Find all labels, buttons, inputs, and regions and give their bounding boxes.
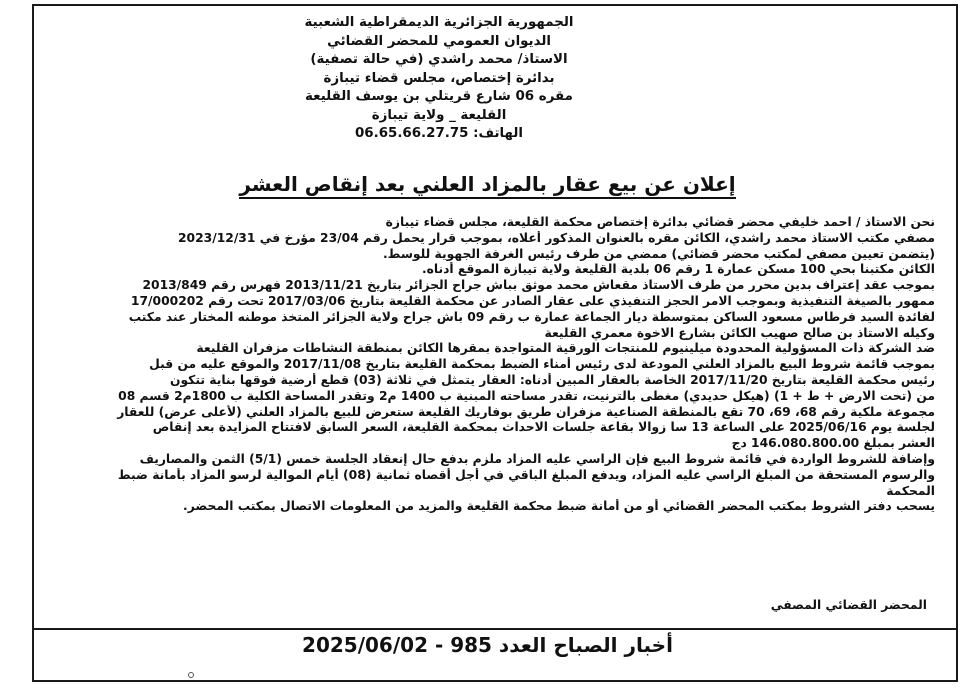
stray-mark	[188, 672, 194, 678]
header-line-office: الديوان العمومي للمحضر القضائي	[327, 33, 551, 49]
body-line: رئيس محكمة القليعة بتاريخ 2017/11/20 الخاصة بالعقار المبين أدناه: العقار يتمثل في ثلاثة (03) قطع أرضية فوقها بناية تتكون	[169, 372, 935, 387]
office-header	[229, 14, 649, 144]
body-line: يسحب دفتر الشروط بمكتب المحضر القضائي أو من أمانة ضبط محكمة القليعة والمزيد من المعلومات الاتصال بمكتب المحضر.	[183, 499, 935, 514]
body-line: والرسوم المستحقة من المبلغ الراسي عليه المزاد، ويدفع المبلغ الباقي في أجل أقصاه ثمانية (08) أيام الموالية لرسو المزاد بأمانة ضبط	[117, 467, 935, 482]
body-line: وكيله الاستاذ بن صالح صهيب الكائن بشارع الاخوة معمري القليعة	[544, 325, 935, 340]
body-line: (يتضمن تعيين مصفي لمكتب محضر قضائي) ممضي من طرف رئيس الغرفة الجهوية للوسط.	[382, 246, 935, 261]
body-line: مجموعة ملكية رقم 68، 69، 70 تقع بالمنطقة الصناعية مزفران طريق بوفاريك القليعة ستعرض للبيع بالمزاد العلني (لأعلى عرض) للعقار	[117, 404, 935, 419]
notice-title	[0, 170, 975, 198]
body-line: بموجب عقد إعتراف بدين محرر من طرف الاستاذ مقعاش محمد موثق بباش جراح الجزائر بتاريخ 2013/11/21 فهرس رقم 2013/849	[142, 278, 935, 293]
newspaper-footer: أخبار الصباح العدد 985 - 2025/06/02	[302, 633, 673, 657]
body-line: ممهور بالصيغة التنفيذية وبموجب الامر الحجز التنفيذي على عقار الصادر عن محكمة القليعة بتاريخ 2017/03/06 تحت رقم 17/000202	[130, 293, 935, 308]
header-line-phone: الهاتف: 06.65.66.27.75	[354, 126, 523, 141]
body-line: وإضافة للشروط الواردة في قائمة شروط البيع فإن الراسي عليه المزاد ملزم بدفع حال إنعقاد الجلسة خمس (5/1) الثمن والمصاريف	[139, 451, 935, 466]
body-line: نحن الاستاذ / احمد خليفي محضر قضائي بدائرة إختصاص محكمة القليعة، مجلس قضاء تيبازة	[385, 215, 935, 229]
header-line-address: مقره 06 شارع قريتلي بن يوسف القليعة	[305, 89, 573, 104]
header-line-bailiff: الاستاذ/ محمد راشدي (في حالة تصفية)	[310, 52, 568, 67]
header-line-city: القليعة _ ولاية تيبازة	[371, 107, 507, 123]
notice-title-text: إعلان عن بيع عقار بالمزاد العلني بعد إنقاص العشر	[239, 172, 735, 199]
body-line: المحكمة	[886, 483, 935, 498]
header-line-republic: الجمهورية الجزائرية الديمقراطية الشعبية	[304, 15, 574, 30]
body-line: مصفي مكتب الاستاذ محمد راشدي، الكائن مقره بالعنوان المذكور أعلاه، بموجب قرار يحمل رقم 23/04 مؤرخ في 2023/12/31	[177, 230, 935, 245]
footer-divider	[34, 628, 956, 630]
body-line: لجلسة يوم 2025/06/16 على الساعة 13 سا زوالا بقاعة جلسات الاحداث بمحكمة القليعة، السعر السابق لافتتاح المزايدة بعد إنقاص	[152, 420, 935, 435]
body-line: العشر بمبلغ 146.080.800.00 دج	[731, 436, 935, 451]
body-line: ضد الشركة ذات المسؤولية المحدودة ميلينيوم للمنتجات الورقية المتواجدة بمقرها الكائن بمنطقة النشاطات مزفران القليعة	[196, 341, 935, 356]
body-line: بموجب قائمة شروط البيع بالمزاد العلني المودعة لدى رئيس أمناء الضبط بمحكمة القليعة بتاريخ 2017/11/08 والموقع عليه من قبل	[149, 357, 935, 372]
header-line-jurisdiction: بدائرة إختصاص، مجلس قضاء تيبازة	[323, 70, 555, 86]
signature: المحضر القضائي المصفي	[770, 598, 927, 612]
notice-body	[40, 215, 935, 515]
body-line: الكائن مكتبنا بحي 100 مسكن عمارة 1 رقم 06 بلدية القليعة ولاية تيبازة الموقع أدناه.	[421, 262, 935, 277]
body-line: لفائدة السيد فرطاس مسعود الساكن بمتوسطة ديار الجماعة عمارة ب رقم 09 باش جراح ولاية الجزائر المتخذ موطنه المختار عند مكتب	[128, 309, 935, 324]
body-line: من (تحت الارض + ط + 1) (هيكل حديدي) مغطى بالترنيت، تقدر مساحته المبنية ب 1400 م2 وتقدر المساحة الكلية ب 1800م2 قسم 08	[118, 388, 935, 403]
